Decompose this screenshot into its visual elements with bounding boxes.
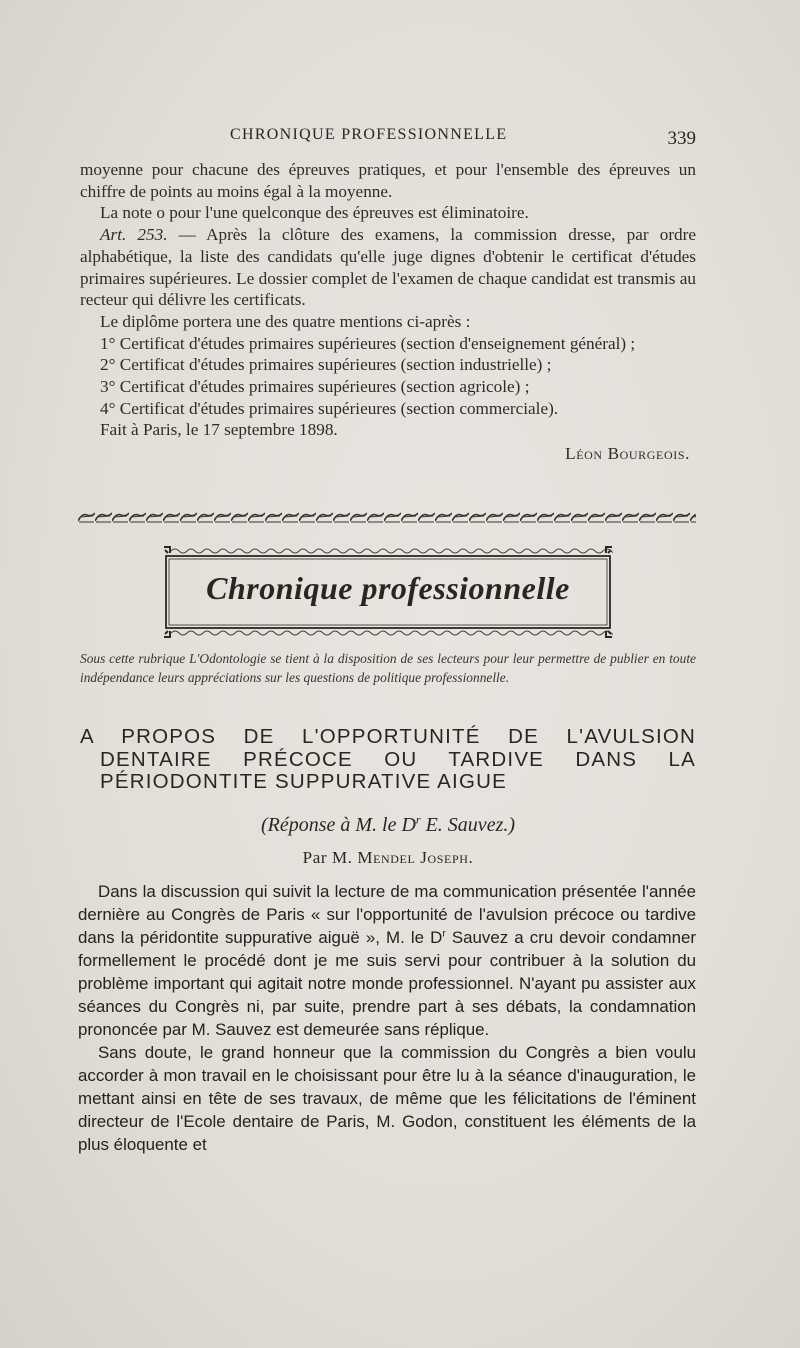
reply-prefix: (Réponse à M. le D <box>260 814 416 836</box>
mention-number: 1° <box>100 333 116 353</box>
author-byline <box>80 848 696 868</box>
decree-text-block <box>80 159 696 465</box>
page-header <box>80 126 696 150</box>
body-superscript: r <box>442 928 446 940</box>
mention-text: Certificat d'études primaires supérieures (section d'enseignement général) ; <box>115 333 636 353</box>
signature: Léon Bourgeois. <box>565 444 690 464</box>
decree-article-paragraph <box>80 224 696 311</box>
article-title-line: PÉRIODONTITE SUPPURATIVE AIGUE <box>100 770 507 793</box>
article-number: Art. 253. <box>100 225 168 245</box>
byline-prefix: Par M. <box>302 848 358 867</box>
mention-number: 2° <box>100 355 116 375</box>
reply-superscript: r <box>415 812 421 827</box>
article-body <box>78 880 696 1156</box>
dateline: Fait à Paris, le 17 septembre 1898. <box>100 420 338 440</box>
rubric-note: Sous cette rubrique L'Odontologie se tient à la disposition de ses lecteurs pour leur permettre de publier en toute indépendance leurs appréciations sur les questions de politique professionnelle. <box>80 651 696 685</box>
body-text-run: Sauvez a cru devoir condamner formellement le procédé dont je me suis servi pour contribuer à la solution du problème important qui agitait notre monde professionnel. N'ayant pu assister aux séances du Congrès ni, par suite, prendre part à ses débats, la condamnation prononcée par M. Sauvez est demeurée sans réplique. <box>78 928 696 1039</box>
mention-text: Certificat d'études primaires supérieures (section commerciale). <box>115 398 559 418</box>
mention-item <box>80 354 696 376</box>
body-text-run: Dans la discussion qui suivit la lecture de ma communication présentée l'année dernière au Congrès de Paris « sur l'opportunité de l'avulsion précoce ou tardive dans la péridontite suppurative aiguë », M. le D <box>78 882 696 947</box>
reply-suffix: E. Sauvez.) <box>420 814 516 836</box>
decree-paragraph: La note o pour l'une quelconque des épreuves est éliminatoire. <box>100 203 529 223</box>
mention-item <box>80 398 696 420</box>
body-paragraph: Sans doute, le grand honneur que la commission du Congrès a bien voulu accorder à mon travail en le choisissant pour être lu à la séance d'inauguration, le mettant ainsi en tête de ses travaux, de même que les félicitations de l'éminent directeur de l'Ecole dentaire de Paris, M. Godon, constituent les éléments de la plus éloquente et <box>78 1043 696 1154</box>
author-name: Mendel Joseph. <box>357 848 474 867</box>
mention-text: Certificat d'études primaires supérieures (section agricole) ; <box>115 377 530 397</box>
mention-number: 4° <box>100 398 116 418</box>
mention-item <box>80 376 696 398</box>
section-heading-frame <box>163 546 613 638</box>
page-number: 339 <box>667 128 696 149</box>
mention-number: 3° <box>100 377 116 397</box>
article-text: — Après la clôture des examens, la commission dresse, par ordre alphabétique, la liste des candidats qu'elle juge dignes d'obtenir le certificat d'études primaires supérieures. Le dossier complet de l'examen de chaque candidat est transmis au recteur qui délivre les certificats. <box>80 225 697 310</box>
article-title <box>80 726 696 794</box>
article-title-line: DENTAIRE PRÉCOCE OU TARDIVE DANS LA <box>100 747 696 771</box>
mention-item <box>80 333 696 355</box>
ornamental-divider <box>78 511 696 523</box>
running-title: CHRONIQUE PROFESSIONNELLE <box>230 126 508 143</box>
article-title-line: A PROPOS DE L'OPPORTUNITÉ DE L'AVULSION <box>80 725 696 748</box>
reply-subtitle <box>80 814 696 837</box>
decree-paragraph: Le diplôme portera une des quatre mentions ci-après : <box>100 311 471 331</box>
decree-paragraph: moyenne pour chacune des épreuves pratiques, et pour l'ensemble des épreuves un chiffre de points au moins égal à la moyenne. <box>80 160 696 201</box>
body-paragraph <box>78 880 696 1041</box>
section-title: Chronique professionnelle <box>206 570 570 606</box>
mention-text: Certificat d'études primaires supérieures (section industrielle) ; <box>115 355 552 375</box>
